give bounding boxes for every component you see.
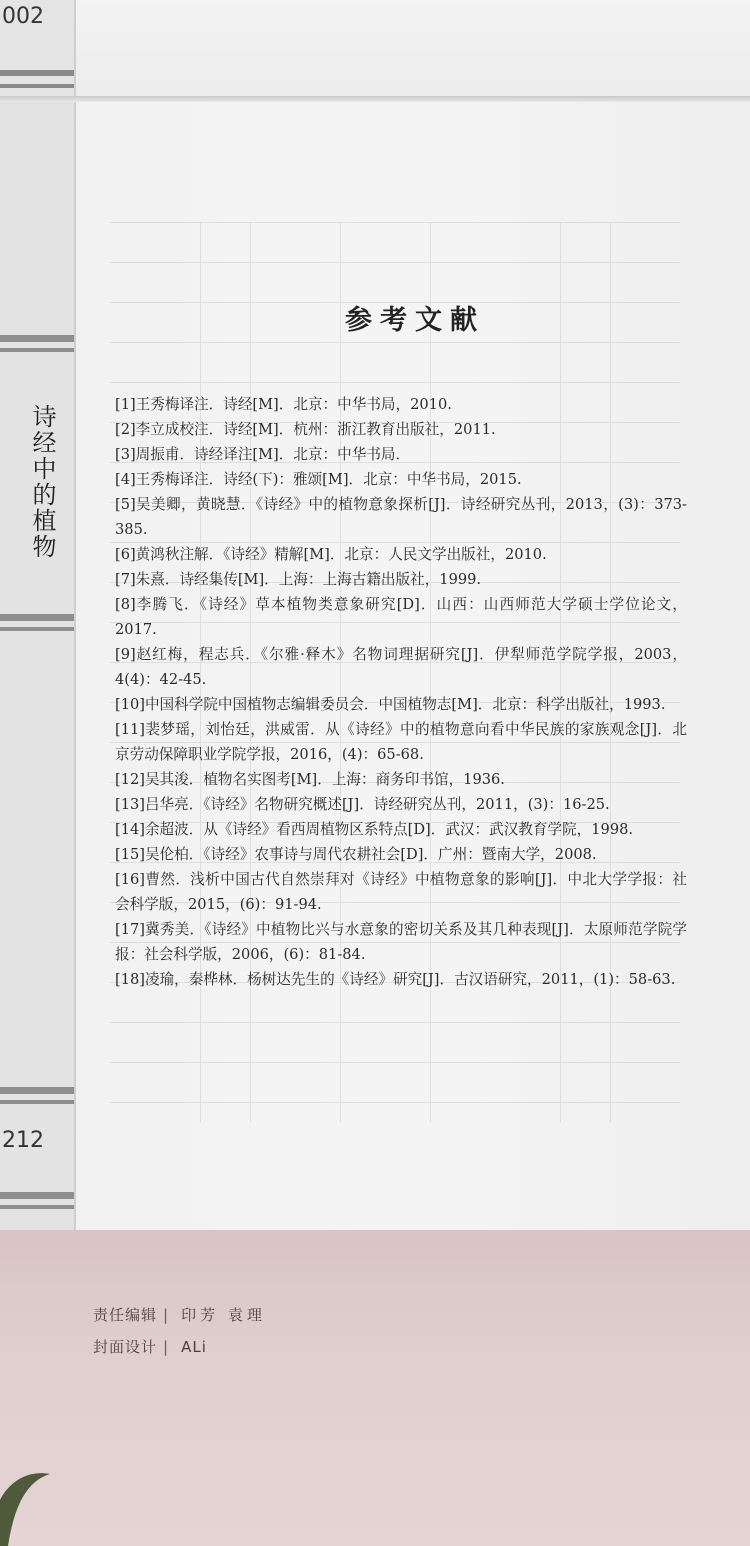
reference-item: [12]吴其浚．植物名实图考[M]．上海：商务印书馆，1936. [115,771,505,788]
colophon-area [0,1230,750,1546]
reference-item: [1]王秀梅译注．诗经[M]．北京：中华书局，2010. [115,396,452,413]
editor-credit [93,1304,266,1325]
reference-item: [8]李腾飞．《诗经》草本植物类意象研究[D]．山西：山西师范大学硕士学位论文，2017. [115,596,687,638]
sidebar-divider [0,84,74,88]
reference-item: [14]余超波．从《诗经》看西周植物区系特点[D]．武汉：武汉教育学院，1998. [115,821,634,838]
book-title-vertical: 诗经中的植物 [28,404,56,560]
reference-list [115,392,687,992]
editor-names: 印芳 袁理 [181,1306,266,1324]
previous-page-sidebar [0,0,76,100]
leaf-illustration [0,1440,60,1546]
sidebar-divider [0,614,74,621]
reference-item: [7]朱熹．诗经集传[M]．上海：上海古籍出版社，1999. [115,571,482,588]
reference-item: [6]黄鸿秋注解．《诗经》精解[M]．北京：人民文学出版社，2010. [115,546,547,563]
reference-item: [13]吕华亮．《诗经》名物研究概述[J]．诗经研究丛刊，2011，(3)：16-25. [115,796,610,813]
cover-label: 封面设计 [93,1338,158,1356]
sidebar-divider [0,1100,74,1104]
sidebar-divider [0,1087,74,1094]
reference-item: [3]周振甫．诗经译注[M]．北京：中华书局． [115,446,411,463]
reference-item: [2]李立成校注．诗经[M]．杭州：浙江教育出版社，2011. [115,421,496,438]
cover-designer-name: ALi [181,1338,207,1356]
sidebar-divider [0,335,74,342]
sidebar-divider [0,627,74,631]
sidebar-divider [0,1192,74,1199]
book-page [0,102,750,1230]
reference-item: [11]裴梦瑶，刘怡廷，洪威雷．从《诗经》中的植物意向看中华民族的家族观念[J]．北京劳动保障职业学院学报，2016，(4)：65-68. [115,721,687,763]
reference-item: [18]凌瑜，秦桦林．杨树达先生的《诗经》研究[J]．古汉语研究，2011，(1)：58-63. [115,971,676,988]
reference-item: [9]赵红梅，程志兵．《尔雅·释木》名物词理据研究[J]．伊犁师范学院学报，2003，4(4)：42-45. [115,646,687,688]
page-sidebar [0,102,76,1230]
reference-item: [16]曹然．浅析中国古代自然崇拜对《诗经》中植物意象的影响[J]．中北大学学报：社会科学版，2015，(6)：91-94. [115,871,687,913]
reference-item: [17]冀秀美．《诗经》中植物比兴与水意象的密切关系及其几种表现[J]．太原师范学院学报：社会科学版，2006，(6)：81-84. [115,921,687,963]
sidebar-divider [0,70,74,76]
page-heading: 参考文献 [345,305,485,336]
separator: | [163,1338,170,1356]
separator: | [163,1306,170,1324]
page-number: 212 [2,1128,44,1153]
sidebar-divider [0,1205,74,1209]
reference-item: [4]王秀梅译注．诗经(下)：雅颂[M]．北京：中华书局，2015. [115,471,522,488]
cover-credit [93,1336,207,1357]
sidebar-divider [0,348,74,352]
editor-label: 责任编辑 [93,1306,158,1324]
previous-page-edge [0,0,750,100]
reference-item: [10]中国科学院中国植物志编辑委员会．中国植物志[M]．北京：科学出版社，1993. [115,696,666,713]
reference-item: [5]吴美卿，黄晓慧．《诗经》中的植物意象探析[J]．诗经研究丛刊，2013，(3)：373-385. [115,496,687,538]
previous-page-number: 002 [2,4,44,29]
reference-item: [15]吴伦柏．《诗经》农事诗与周代农耕社会[D]．广州：暨南大学，2008. [115,846,597,863]
